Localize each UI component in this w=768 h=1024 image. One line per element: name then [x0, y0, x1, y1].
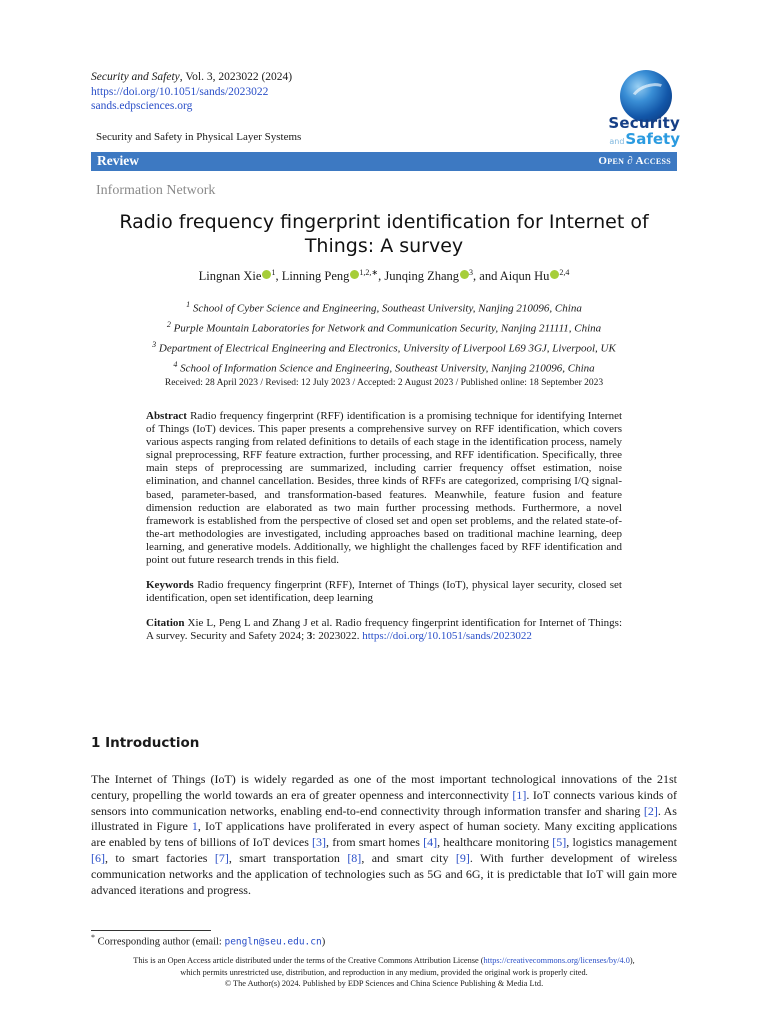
reference-link[interactable]: [8] [347, 850, 362, 865]
publication-dates: Received: 28 April 2023 / Revised: 12 July 2023 / Accepted: 2 August 2023 / Published online: 18 September 2023 [164, 378, 604, 388]
keywords: Keywords Radio frequency fingerprint (RFF), Internet of Things (IoT), physical layer security, closed set identification, open set identification, deep learning [146, 579, 622, 605]
section-label: Information Network [96, 183, 216, 198]
reference-link[interactable]: [9] [455, 850, 470, 865]
open-access-badge: Open ∂ Access [598, 155, 671, 167]
abstract: Abstract Radio frequency fingerprint (RFF) identification is a promising technique for identifying Internet of Things (IoT) devices. This paper presents a comprehensive survey on RFF identification, which covers various aspects ranging from related definitions to details of each stage in the identification process, namely signal preprocessing, RFF feature extraction, further processing, and RFF identification. Specifically, three main steps of preprocessing are summarized, including carrier frequency offset estimation, noise elimination, and channel cancellation. Besides, three kinds of RFFs are categorized, comprising I/Q signal-based, parameter-based, and transformation-based features. Meanwhile, feature fusion and feature dimension reduction are elaborated as two main further processing methods. Furthermore, a novel framework is established from the perspective of closed set and open set problems, and the related state-of-the-art methodologies are investigated, including approaches based on traditional machine learning, deep learning, and generative models. Additionally, we highlight the challenges faced by RFF identification and point out future research trends in this field. [146, 410, 623, 567]
citation-doi-link[interactable]: https://doi.org/10.1051/sands/2023022 [362, 630, 532, 643]
footnote: * Corresponding author (email: pengln@seu.edu.cn) [91, 933, 326, 948]
open-access-icon: ∂ [627, 155, 633, 167]
journal-name: Security and Safety [91, 71, 180, 83]
author-list: Lingnan Xie $^1$, Linning Peng $^{1,2,∗}$, Junqing Zhang $^3$, and Aiqun Hu $^{2,4}$ [198, 268, 570, 284]
doi-link[interactable]: https://doi.org/10.1051/sands/2023022 [91, 85, 269, 98]
article-type-label: Review [97, 153, 139, 168]
journal-info [91, 70, 292, 114]
orcid-icon[interactable] [460, 270, 469, 279]
reference-link[interactable]: [1] [512, 787, 527, 802]
section-heading: 1 Introduction [91, 735, 200, 751]
reference-link[interactable]: [3] [312, 835, 327, 850]
email-link[interactable]: pengln@seu.edu.cn [224, 936, 322, 948]
author-name: Junqing Zhang [384, 269, 460, 284]
logo-line1: Security [608, 114, 680, 132]
journal-logo [600, 66, 680, 150]
reference-link[interactable]: [5] [552, 835, 567, 850]
reference-link[interactable]: [4] [423, 835, 438, 850]
affiliation: $^2$ Purple Mountain Laboratories for Network and Communication Security, Nanjing 211111, China [166, 320, 602, 335]
affiliation: $^4$ School of Information Science and Engineering, Southeast University, Nanjing 210096, China [173, 360, 595, 376]
journal-site-link[interactable]: sands.edpsciences.org [91, 100, 193, 112]
series-name: Security and Safety in Physical Layer Systems [96, 131, 302, 143]
affiliations [60, 297, 708, 378]
license-notice: This is an Open Access article distributed under the terms of the Creative Commons Attribution License (https://creativecommons.org/licenses/by/4.0), which permits unrestricted use, distribution, and reproduction in any medium, provided the original work is properly cited. © The Author(s) 2024. Published by EDP Sciences and China Science Publishing & Media Ltd. [133, 956, 635, 988]
author-affil: 1 [271, 268, 276, 277]
intro-paragraph: The Internet of Things (IoT) is widely regarded as one of the most important technological innovations of the 21st century, propelling the world towards an era of greater openness and interconnectivity [1]. IoT connects various kinds of sensors into communication networks, enabling end-to-end connectivity through information transfer and sharing [2]. As illustrated in Figure 1, IoT applications have proliferated in every aspect of human society. Many exciting applications are enabled by tens of billions of IoT devices [3], from smart homes [4], healthcare monitoring [5], logistics management [6], to smart factories [7], smart transportation [8], and smart city [9]. With further development of wireless communication networks and the application of technologies such as 5G and 6G, it is predictable that IoT will gain more advanced iterations and progress. [91, 772, 677, 897]
author-affil: 1,2,∗ [359, 268, 379, 277]
journal-volume: , Vol. 3, 2023022 (2024) [179, 71, 293, 83]
abstract-block [146, 410, 622, 656]
reference-link[interactable]: [2] [643, 803, 658, 818]
affiliation: $^1$ School of Cyber Science and Engineering, Southeast University, Nanjing 210096, China [186, 300, 582, 315]
author-affil: 2,4 [559, 268, 570, 277]
article-type-bar [91, 152, 677, 171]
affiliation: $^3$ Department of Electrical Engineering and Electronics, University of Liverpool L69 3GJ, Liverpool, UK [152, 340, 616, 355]
citation: Citation Xie L, Peng L and Zhang J et al. Radio frequency fingerprint identification for Internet of Things: A survey. Security and Safety 2024; 3: 2023022. https://doi.org/10.1051/sands/2023022 [146, 617, 622, 643]
paper-title: Radio frequency fingerprint identification for Internet of Things: A survey [119, 211, 649, 257]
author-name: Lingnan Xie [198, 269, 262, 284]
author-affil: 3 [469, 268, 474, 277]
license-link[interactable]: https://creativecommons.org/licenses/by/4.0 [483, 956, 630, 965]
author-name: Aiqun Hu [499, 269, 550, 284]
logo-line2: andSafety [609, 130, 680, 148]
author-name: Linning Peng [281, 269, 350, 284]
reference-link[interactable]: [7] [214, 850, 229, 865]
reference-link[interactable]: 1 [191, 819, 198, 834]
footnote-divider [91, 930, 211, 931]
reference-link[interactable]: [6] [91, 850, 105, 865]
